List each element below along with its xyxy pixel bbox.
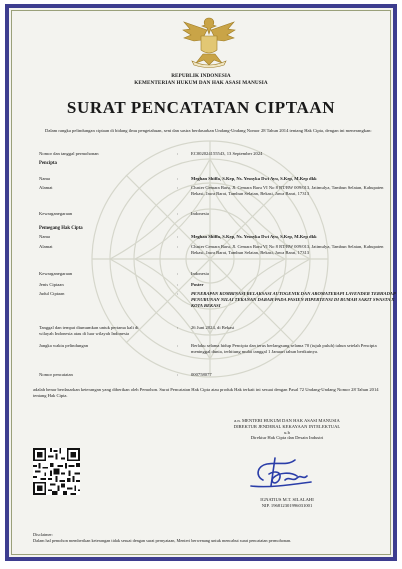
signatory-name-block	[195, 497, 379, 509]
intro-paragraph: Dalam rangka pelindungan ciptaan di bidang ilmu pengetahuan, seni dan sastra berdasarkan Undang-Undang Nomor 28 Tahun 2014 tentang Hak Cipta, dengan ini menerangkan:	[45, 128, 372, 133]
creator-name: Meghan Shiffa, S.Kep, Ns. Yesnyka Dwi Ayu, S.Kep, M.Kep dkk	[191, 176, 317, 181]
application-value: EC002024155543, 13 September 2024	[191, 151, 263, 156]
creator-address-label: Alamat	[39, 185, 53, 190]
holder-name: Meghan Shiffa, S.Kep, Ns. Yesnyka Dwi Ayu, S.Kep, M.Kep dkk	[191, 234, 317, 239]
signatory-name: IGNATIUS M.T. SILALAHI	[260, 497, 314, 502]
certificate-page: REPUBLIK INDONESIA KEMENTERIAN HUKUM DAN HAK ASASI MANUSIA SURAT PENCATATAN CIPTAAN Dalam rangka pelindungan ciptaan di bidang ilmu pengetahuan, seni dan sastra berdasarkan Undang-Undang Nomor 28 Tahun 2014 tentang Hak Cipta, dengan ini menerangkan: Nomor dan tanggal permohonan : EC002024155543, 13 September 2024 Pencipta Nama : Meghan Shiffa, S.Kep, Ns. Yesnyka Dwi Ayu, S.Kep, M.Kep dkk Alamat : Cluster Cemara Baru, Jl. Cemara Baru VI No 8 RT/RW 009/013, Jatimulya, Tambun Selatan, Kabupaten Bekasi, Jawa Barat, Tambun Selatan, Bekasi, Jawa Barat, 17313 Kewarganegaraan : Indonesia Pemegang Hak Cipta Nama : Meghan Shiffa, S.Kep, Ns. Yesnyka Dwi Ayu, S.Kep, M.Kep dkk Alamat : Cluster Cemara Baru, Jl. Cemara Baru VI No 8 RT/RW 009/013, Jatimulya, Tambun Selatan, Kabupaten Bekasi, Jawa Barat, Tambun Selatan, Bekasi, Jawa Barat, 17313 Kewarganegaraan : Indonesia Jenis Ciptaan : Poster Judul Ciptaan : PENERAPAN KOMBINASI RELAKSASI AUTOGENIK DAN AROMATERAPI LAVENDER TERHADAP PENURUNAN NILAI TEKANAN DARAH PADA PASIEN HIPERTENSI DI RUMAH SAKIT SWASTA X KOTA BEKASI Tanggal dan tempat diumumkan untuk pertama kali di wilayah Indonesia atau di luar wilayah Indonesia : 26 Juni 2024, di Bekasi Jangka waktu pelindungan : Berlaku selama hidup Pencipta dan terus berlangsung selama 70 (tujuh puluh) tahun setelah Pencipta meninggal dunia, terhitung mulai tanggal 1 Januari tahun berikutnya. Nomor pencatatan : 000758077 adalah benar berdasarkan keterangan yang diberikan oleh Pemohon. Surat Pencatatan Hak Cipta atau produk Hak terkait ini sesuai dengan Pasal 72 Undang-Undang Nomor 28 Tahun 2014 tentang Hak Cipta. a.n. MENTERI HUKUM DAN HAK ASASI MANUSIA DIREKTUR JENDERAL KEKAYAAN INTELEKTUAL u.b Direktur Hak Cipta dan Desain Industri IGNATIUS M.T. SILALAHI NIP. 196812301996031001 Disclaimer: Dalam hal pemohon memberikan keterangan tidak sesuai dengan surat pernyataan, Menteri berwenang untuk mencabut surat pencatatan permohonan.	[5, 4, 397, 561]
work-type-label: Jenis Ciptaan	[39, 282, 64, 287]
closing-paragraph: adalah benar berdasarkan keterangan yang diberikan oleh Pemohon. Surat Pencatatan Hak Cipta atau produk Hak terkait ini sesuai dengan Pasal 72 Undang-Undang Nomor 28 Tahun 2014 tentang Hak Cipta.	[33, 387, 379, 398]
application-label: Nomor dan tanggal permohonan	[39, 151, 99, 156]
record-number-label: Nomor pencatatan	[39, 372, 73, 377]
work-period: Berlaku selama hidup Pencipta dan terus berlangsung selama 70 (tujuh puluh) tahun setelah Pencipta meninggal dunia, terhitung mulai tanggal 1 Januari tahun berikutnya.	[191, 343, 377, 354]
creator-section-title: Pencipta	[39, 161, 57, 166]
disclaimer-label: Disclaimer:	[33, 532, 54, 537]
creator-name-label: Nama	[39, 176, 50, 181]
work-period-label: Jangka waktu pelindungan	[39, 343, 88, 348]
handwritten-signature	[245, 452, 315, 494]
signatory-line-2: DIREKTUR JENDERAL KEKAYAAN INTELEKTUAL	[233, 423, 341, 429]
signatory-line-1: a.n. MENTERI HUKUM DAN HAK ASASI MANUSIA	[234, 418, 340, 423]
holder-nationality: Indonesia	[191, 271, 209, 276]
creator-address: Cluster Cemara Baru, Jl. Cemara Baru VI No 8 RT/RW 009/013, Jatimulya, Tambun Selatan, Kabupaten Bekasi, Jawa Barat, Tambun Selatan, Bekasi, Jawa Barat, 17313	[191, 185, 384, 196]
ministry-label: KEMENTERIAN HUKUM DAN HAK ASASI MANUSIA	[134, 80, 268, 86]
holder-name-label: Nama	[39, 234, 50, 239]
work-published: 26 Juni 2024, di Bekasi	[191, 325, 235, 330]
holder-nationality-label: Kewarganegaraan	[39, 271, 73, 276]
signatory-line-4: Direktur Hak Cipta dan Desain Industri	[250, 435, 324, 441]
country-label: REPUBLIK INDONESIA	[171, 73, 231, 79]
work-title: PENERAPAN KOMBINASI RELAKSASI AUTOGENIK DAN AROMATERAPI LAVENDER TERHADAP PENURUNAN NILAI TEKANAN DARAH PADA PASIEN HIPERTENSI DI RUMAH SAKIT SWASTA X KOTA BEKASI	[191, 291, 396, 308]
garuda-emblem-icon	[180, 14, 238, 68]
creator-nationality-label: Kewarganegaraan	[39, 211, 73, 216]
signatory-nip: NIP. 196812301996031001	[261, 502, 313, 508]
qr-code-icon	[33, 448, 80, 495]
work-title-label: Judul Ciptaan	[39, 291, 65, 296]
signatory-block	[195, 418, 379, 441]
holder-address: Cluster Cemara Baru, Jl. Cemara Baru VI No 8 RT/RW 009/013, Jatimulya, Tambun Selatan, Kabupaten Bekasi, Jawa Barat, Tambun Selatan, Bekasi, Jawa Barat, 17313	[191, 244, 384, 255]
work-published-label: Tanggal dan tempat diumumkan untuk pertama kali di wilayah Indonesia atau di luar wilayah Indonesia	[39, 325, 139, 336]
signatory-line-3: u.b	[284, 429, 290, 435]
holder-address-label: Alamat	[39, 244, 53, 249]
holder-section-title: Pemegang Hak Cipta	[39, 226, 83, 231]
work-type: Poster	[191, 282, 204, 287]
record-number: 000758077	[191, 372, 212, 377]
disclaimer	[33, 532, 383, 543]
document-title: SURAT PENCATATAN CIPTAAN	[66, 98, 336, 117]
disclaimer-text: Dalam hal pemohon memberikan keterangan tidak sesuai dengan surat pernyataan, Menteri berwenang untuk mencabut surat pencatatan permohonan.	[33, 537, 292, 543]
creator-nationality: Indonesia	[191, 211, 209, 216]
